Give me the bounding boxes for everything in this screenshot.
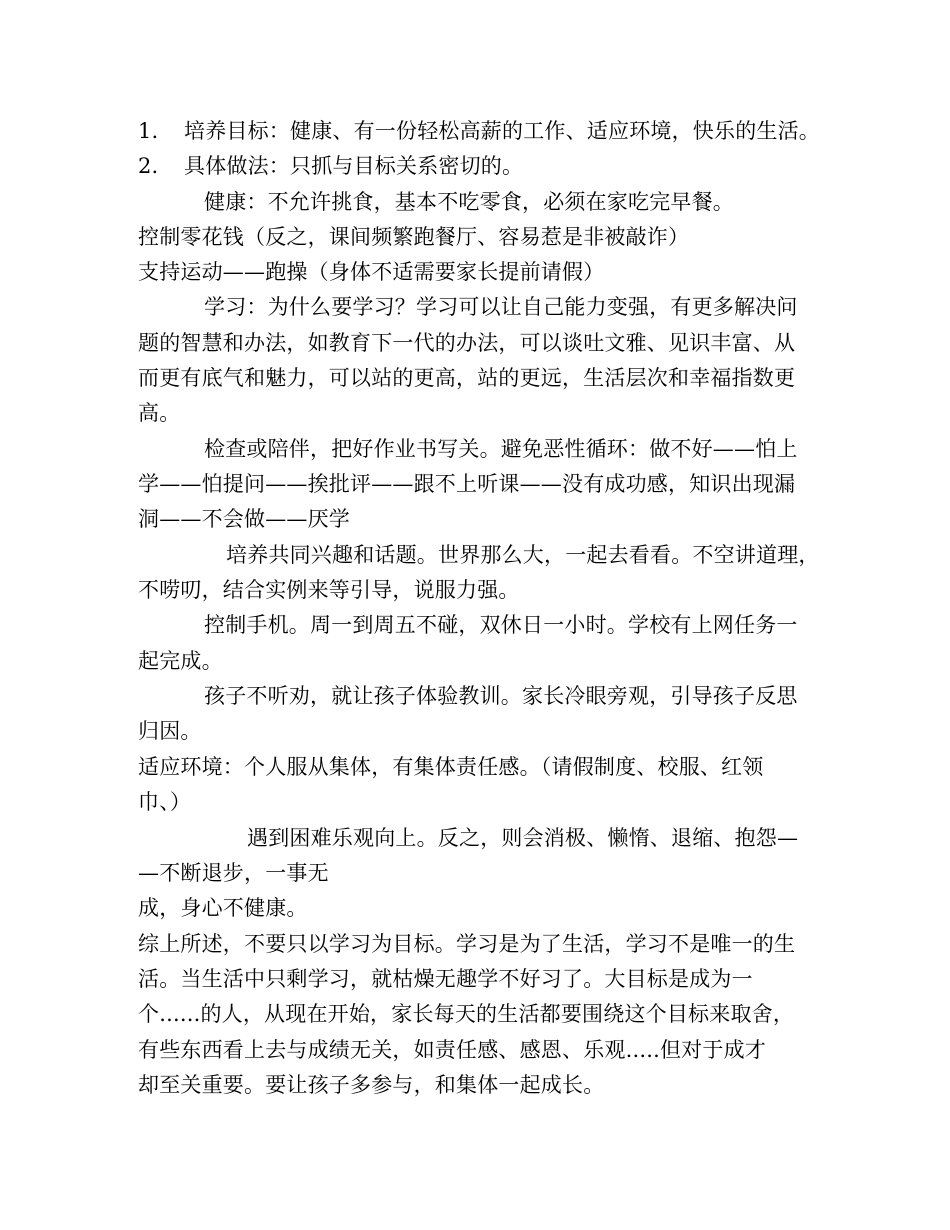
paragraph-line: 活。当生活中只剩学习，就枯燥无趣学不好习了。大目标是成为一 [138, 967, 753, 991]
paragraph-line: 控制手机。周一到周五不碰，双休日一小时。学校有上网任务一 [204, 613, 798, 637]
list-text: 具体做法：只抓与目标关系密切的。 [184, 154, 524, 178]
paragraph-line: 有些东西看上去与成绩无关，如责任感、感恩、乐观.....但对于成才 [138, 1038, 766, 1062]
paragraph-line: 控制零花钱（反之，课间频繁跑餐厅、容易惹是非被敲诈） [138, 225, 690, 249]
paragraph-line: 却至关重要。要让孩子多参与，和集体一起成长。 [138, 1073, 605, 1097]
paragraph-line: 学习：为什么要学习？学习可以让自己能力变强，有更多解决问 [204, 295, 798, 319]
list-number: 2. [138, 154, 159, 178]
paragraph-line: 归因。 [138, 719, 202, 743]
paragraph-line: 检查或陪伴，把好作业书写关。避免恶性循环：做不好——怕上 [204, 437, 798, 461]
paragraph-line: 题的智慧和办法，如教育下一代的办法，可以谈吐文雅、见识丰富、从 [138, 331, 796, 355]
paragraph-line: 个......的人，从现在开始，家长每天的生活都要围绕这个目标来取舍， [138, 1002, 795, 1026]
paragraph-line: 遇到困难乐观向上。反之，则会消极、懒惰、退缩、抱怨— [247, 826, 799, 850]
paragraph-line: 培养共同兴趣和话题。世界那么大，一起去看看。不空讲道理， [226, 543, 820, 567]
paragraph-line: 适应环境：个人服从集体，有集体责任感。（请假制度、校服、红领 [138, 755, 764, 779]
paragraph-line: —不断退步，一事无 [138, 861, 329, 885]
paragraph-line: 支持运动——跑操（身体不适需要家长提前请假） [138, 260, 605, 284]
list-item-1 [138, 118, 820, 144]
paragraph-line: 健康：不允许挑食，基本不吃零食，必须在家吃完早餐。 [204, 190, 734, 214]
paragraph-line: 学——怕提问——挨批评——跟不上听课——没有成功感，知识出现漏 [138, 472, 796, 496]
list-number: 1. [138, 119, 159, 143]
paragraph-line: 起完成。 [138, 649, 223, 673]
list-text: 培养目标：健康、有一份轻松高薪的工作、适应环境，快乐的生活。 [184, 119, 820, 143]
paragraph-line: 洞——不会做——厌学 [138, 507, 350, 531]
paragraph-line: 不唠叨，结合实例来等引导，说服力强。 [138, 578, 520, 602]
paragraph-line: 而更有底气和魅力，可以站的更高，站的更远，生活层次和幸福指数更 [138, 366, 796, 390]
paragraph-line: 孩子不听劝，就让孩子体验教训。家长冷眼旁观，引导孩子反思 [204, 684, 798, 708]
paragraph-line: 综上所述，不要只以学习为目标。学习是为了生活，学习不是唯一的生 [138, 932, 796, 956]
paragraph-line: 巾、） [138, 790, 192, 814]
paragraph-line: 成，身心不健康。 [138, 896, 308, 920]
list-item-2 [138, 153, 523, 179]
paragraph-line: 高。 [138, 401, 181, 425]
